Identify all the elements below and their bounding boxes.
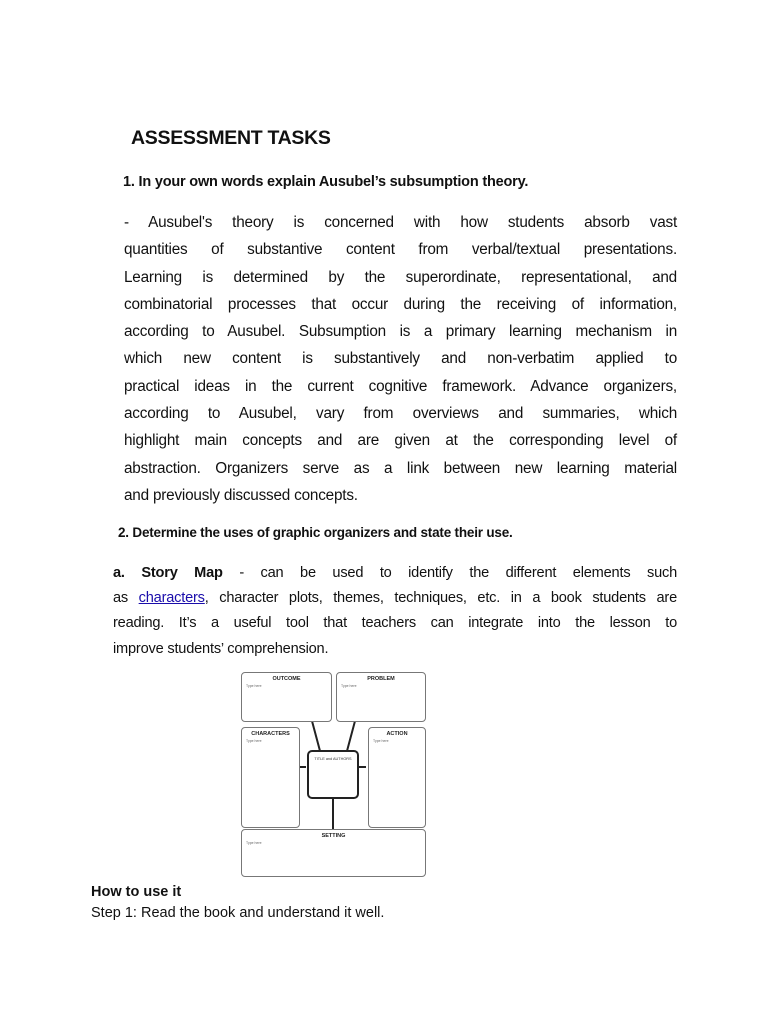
action-placeholder: Type here (373, 739, 389, 743)
answer-line: according to Ausubel. Subsumption is a primary learning mechanism in (124, 323, 677, 341)
setting-box (241, 829, 426, 877)
action-box (368, 727, 426, 828)
question-2: 2. Determine the uses of graphic organizers and state their use. (118, 525, 513, 540)
answer-1-paragraph (124, 209, 677, 509)
page-title: ASSESSMENT TASKS (131, 127, 331, 149)
characters-placeholder: Type here (246, 739, 262, 743)
problem-box (336, 672, 426, 722)
title-authors-box (307, 750, 359, 799)
action-label: ACTION (386, 731, 408, 737)
story-map-line-4: improve students’ comprehension. (113, 640, 329, 657)
answer-line: which new content is substantively and non-verbatim applied to (124, 350, 677, 368)
story-map-diagram (238, 668, 428, 878)
story-map-label: a. Story Map (113, 565, 223, 581)
title-authors-label: TITLE and AUTHORS (314, 757, 352, 761)
outcome-label: OUTCOME (272, 676, 301, 682)
story-map-line-1-text: - can be used to identify the different elements such (222, 565, 677, 581)
answer-line: according to Ausubel, vary from overviews and summaries, which (124, 405, 677, 423)
setting-label: SETTING (321, 833, 346, 839)
answer-line: quantities of substantive content from verbal/textual presentations. (124, 241, 677, 259)
story-map-line-2-prefix: as (113, 590, 139, 607)
characters-label: CHARACTERS (251, 731, 290, 737)
answer-line: combinatorial processes that occur during the receiving of information, (124, 295, 677, 313)
problem-label: PROBLEM (367, 676, 395, 682)
characters-link[interactable]: characters (138, 590, 205, 607)
story-map-line-1 (113, 561, 677, 586)
step-1-text: Step 1: Read the book and understand it well. (91, 905, 385, 921)
answer-line: practical ideas in the current cognitive framework. Advance organizers, (124, 377, 677, 395)
answer-line: abstraction. Organizers serve as a link between new learning material (124, 459, 677, 477)
how-to-use-heading: How to use it (91, 884, 182, 900)
answer-line: - Ausubel's theory is concerned with how students absorb vast (124, 214, 677, 231)
answer-line: Learning is determined by the superordinate, representational, and (124, 268, 677, 286)
problem-placeholder: Type here (341, 684, 357, 688)
characters-box (241, 727, 300, 828)
story-map-line-2 (113, 586, 677, 611)
answer-line: and previously discussed concepts. (124, 486, 358, 504)
story-map-paragraph (113, 561, 677, 662)
question-1: 1. In your own words explain Ausubel’s subsumption theory. (123, 174, 529, 190)
story-map-line-3: reading. It’s a useful tool that teachers can integrate into the lesson to (113, 615, 677, 632)
outcome-placeholder: Type here (246, 684, 262, 688)
setting-placeholder: Type here (246, 841, 262, 845)
outcome-box (241, 672, 332, 722)
story-map-line-2-text: , character plots, themes, techniques, etc. in a book students are (204, 590, 677, 607)
answer-line: highlight main concepts and are given at the corresponding level of (124, 432, 677, 450)
